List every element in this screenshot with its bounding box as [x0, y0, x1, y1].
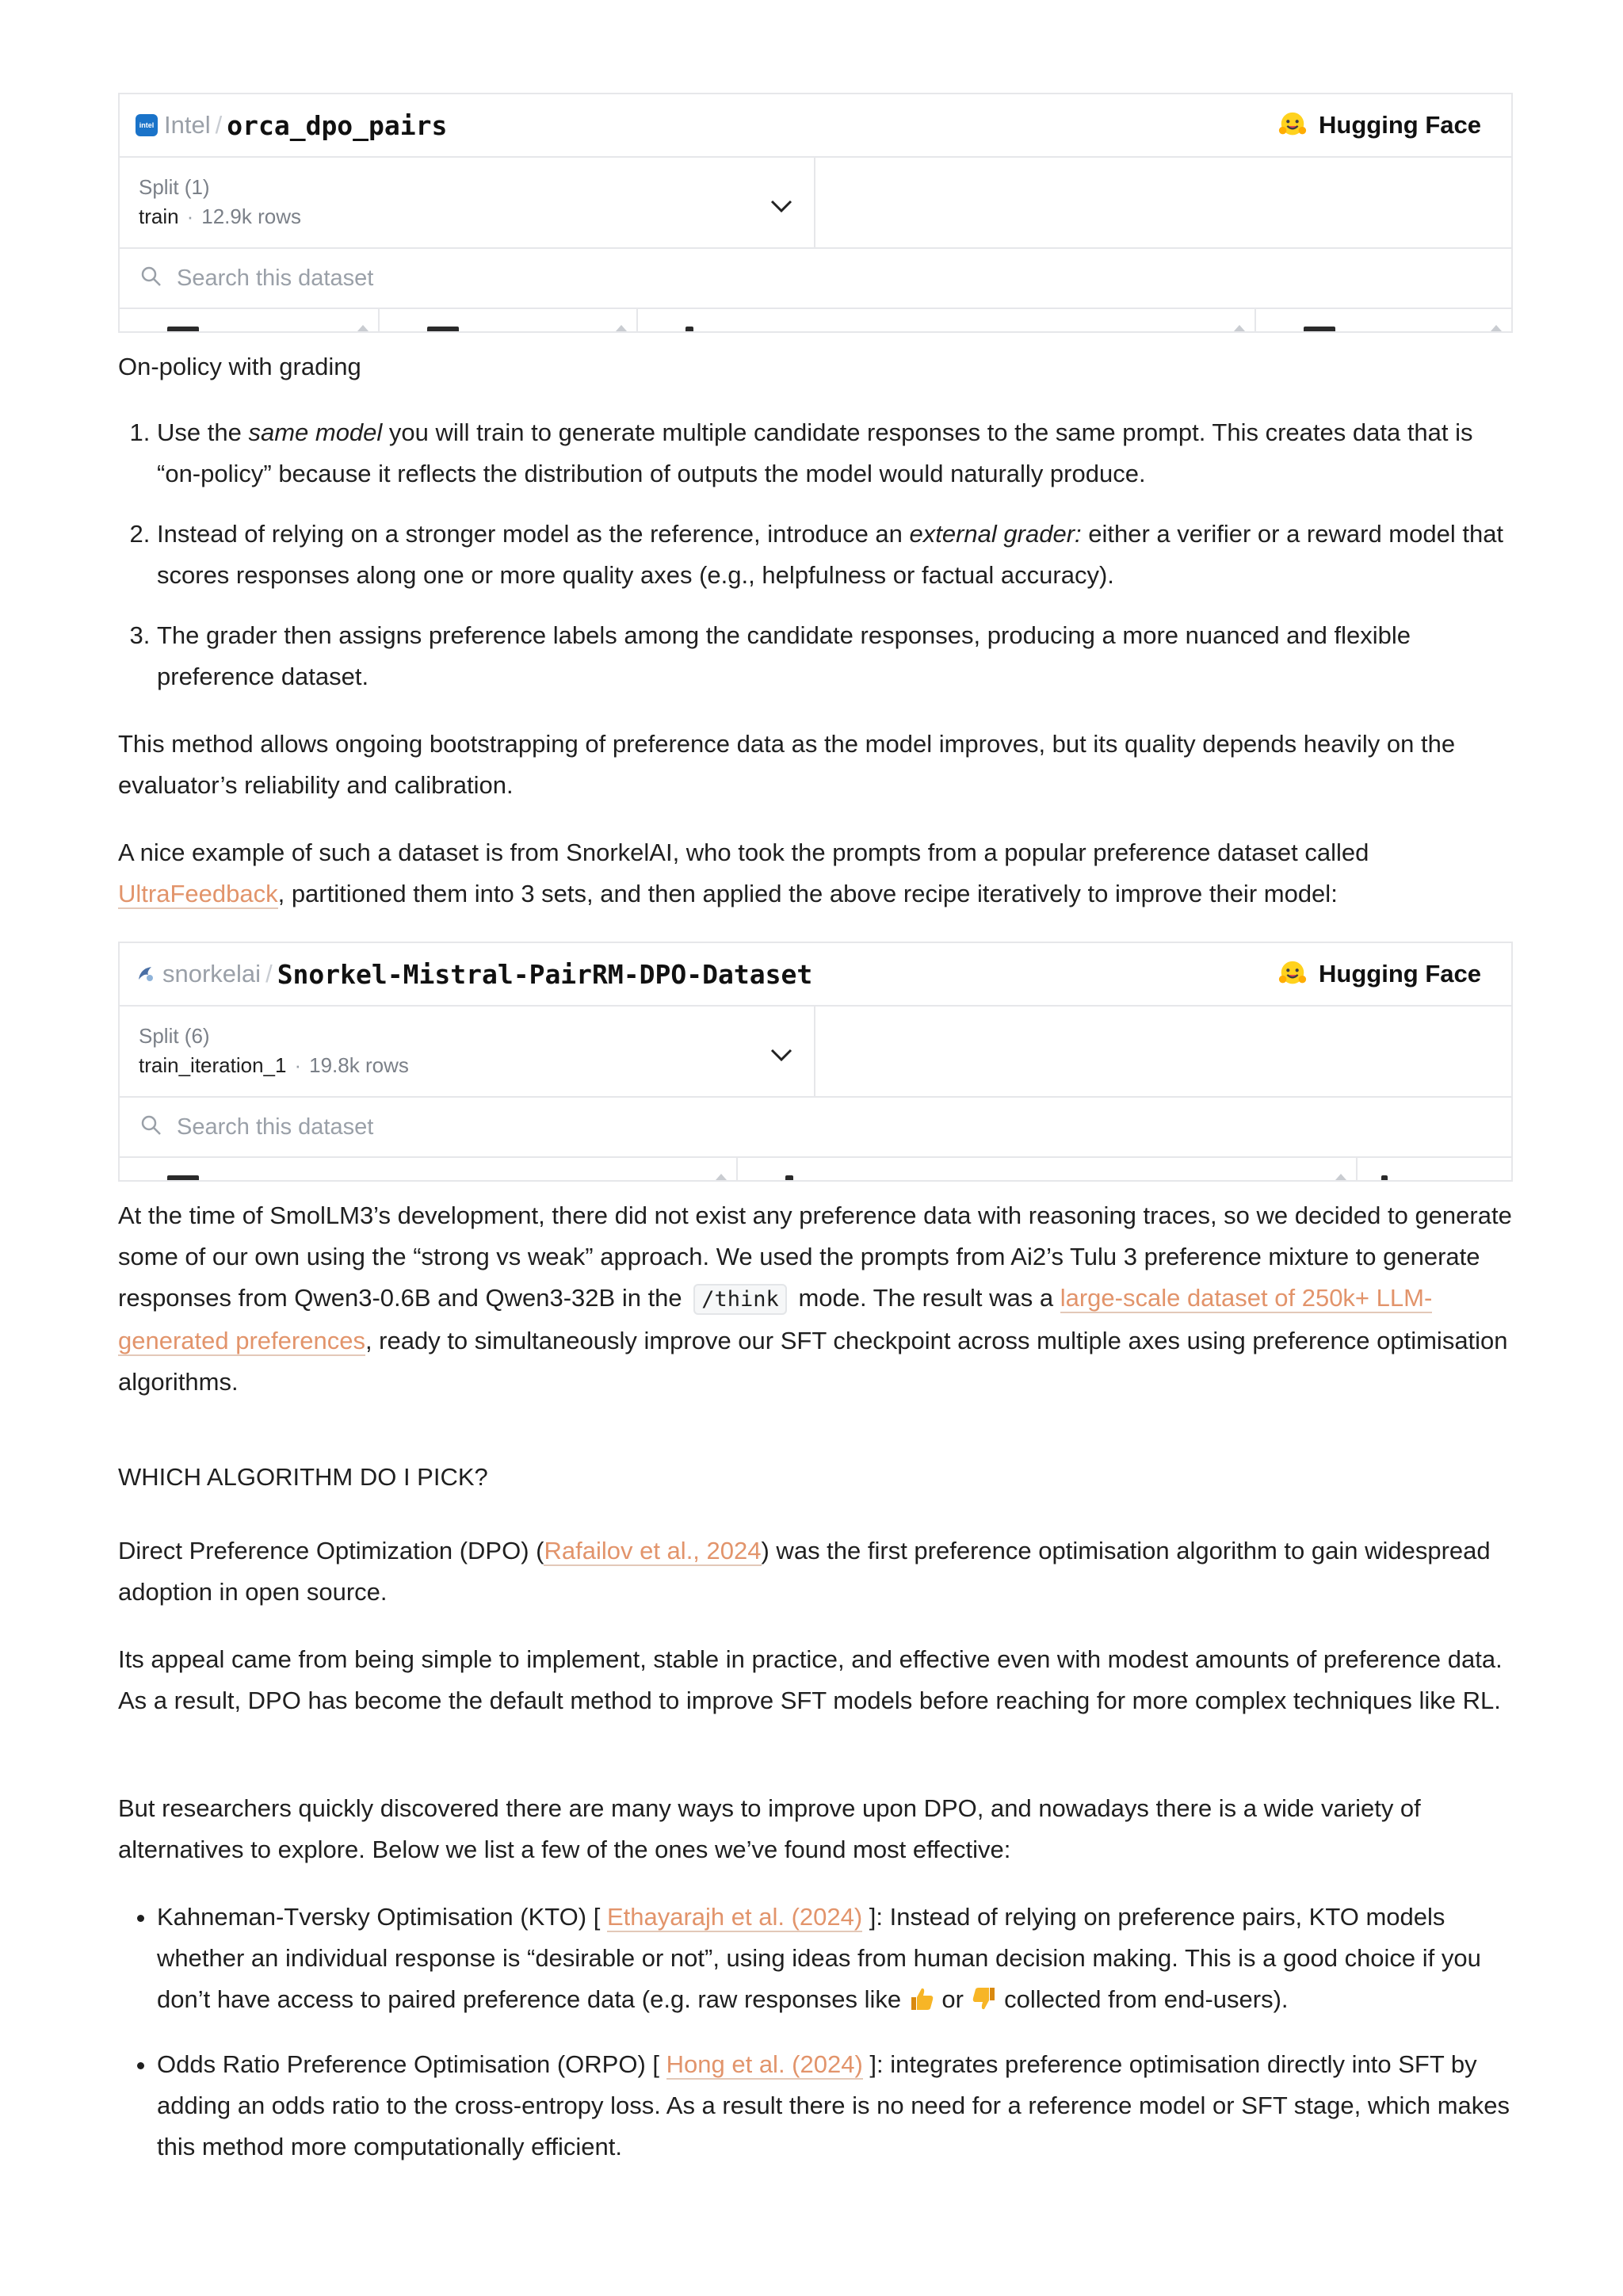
repo-name[interactable]: orca_dpo_pairs: [227, 109, 448, 141]
thumbs-down-icon: [971, 1984, 998, 2025]
brand-name: Hugging Face: [1319, 960, 1481, 988]
dot-separator: ·: [294, 1053, 302, 1077]
table-column-headers: [120, 309, 1511, 331]
rafailov-link[interactable]: Rafailov et al., 2024: [544, 1537, 762, 1564]
dataset-link[interactable]: large-scale dataset of 250k+ LLM-generated preferences: [118, 1284, 1433, 1354]
sort-icon[interactable]: [1335, 1174, 1346, 1180]
repo-name[interactable]: Snorkel-Mistral-PairRM-DPO-Dataset: [277, 958, 813, 990]
hugging-face-brand[interactable]: [1277, 959, 1481, 989]
hugging-face-brand[interactable]: [1277, 110, 1481, 140]
chevron-down-icon[interactable]: [769, 199, 793, 217]
brand-name: Hugging Face: [1319, 111, 1481, 139]
org-name[interactable]: snorkelai: [162, 960, 262, 988]
table-column-header[interactable]: [380, 309, 638, 331]
split-selector[interactable]: [120, 1007, 815, 1096]
table-column-header[interactable]: [120, 1158, 738, 1180]
viewer-org[interactable]: [136, 110, 447, 141]
viewer-header: [120, 94, 1511, 158]
org-name[interactable]: Intel: [164, 111, 211, 139]
viewer-header: [120, 943, 1511, 1007]
table-column-header[interactable]: [1358, 1158, 1511, 1180]
algorithm-list: [118, 1897, 1513, 2168]
split-name: train_iteration_1: [139, 1053, 287, 1077]
table-column-header[interactable]: [738, 1158, 1358, 1180]
split-value: [139, 1053, 795, 1078]
search-input[interactable]: [175, 1114, 654, 1141]
split-label: Split (6): [139, 1024, 210, 1048]
bullet-list: [118, 1897, 1513, 2168]
search-icon: [140, 266, 162, 292]
search-input[interactable]: [175, 265, 654, 292]
search-icon: [140, 1114, 162, 1140]
sort-icon[interactable]: [716, 1174, 727, 1180]
viewer-org[interactable]: [136, 959, 812, 990]
paragraph-bootstrap: This method allows ongoing bootstrapping of preference data as the model improves, but its quality depends heavily on the evaluator’s reliability and calibration.: [118, 730, 1456, 799]
table-column-headers: [120, 1158, 1511, 1180]
split-rows: 12.9k rows: [201, 204, 301, 228]
paragraph-appeal: Its appeal came from being simple to implement, stable in practice, and effective even with modest amounts of preference data. As a result, DPO has become the default method to improve SFT models before reaching for more complex techniques like RL.: [118, 1645, 1503, 1714]
split-name: train: [139, 204, 179, 228]
dataset-viewer-orca[interactable]: [118, 93, 1513, 333]
ultrafeedback-link[interactable]: UltraFeedback: [118, 880, 278, 907]
intel-logo-icon: intel: [136, 114, 158, 136]
list-item-kto: • Kahneman-Tversky Optimisation (KTO) [ Ethayarajh et al. (2024) ]: Instead of relying on preference pairs, KTO models whether an individual response is “desirable or not”, using ideas from human decision making. This is a good choice if you don’t have access to paired preference data (e.g. raw responses like or collected from end-users).: [157, 1897, 1513, 2025]
list-item: 3. The grader then assigns preference labels among the candidate responses, producing a more nuanced and flexible preference dataset.: [157, 615, 1513, 697]
search-bar: [120, 1098, 1511, 1158]
split-row: [120, 1007, 1511, 1098]
table-column-header[interactable]: [1256, 309, 1511, 331]
slash-separator: /: [265, 960, 273, 988]
slash-separator: /: [215, 111, 223, 139]
hugging-face-emoji-icon: [1277, 959, 1308, 989]
thumbs-up-icon: [908, 1984, 935, 2025]
search-bar: [120, 249, 1511, 309]
list-item: 2. Instead of relying on a stronger model as the reference, introduce an external grader: either a verifier or a reward model that scores responses along one or more quality axes (e.g., helpfulness or factual accuracy).: [157, 514, 1513, 596]
chevron-down-icon[interactable]: [769, 1048, 793, 1066]
hugging-face-emoji-icon: [1277, 110, 1308, 140]
on-policy-steps: [118, 412, 1513, 697]
think-code: /think: [693, 1284, 787, 1315]
table-column-header[interactable]: [638, 309, 1256, 331]
snorkel-logo-icon: [136, 964, 156, 984]
ethayarajh-link[interactable]: Ethayarajh et al. (2024): [606, 1903, 863, 1931]
section-heading: WHICH ALGORITHM DO I PICK?: [118, 1463, 488, 1491]
ordered-list: [118, 412, 1513, 697]
split-selector[interactable]: [120, 158, 815, 247]
paragraph-alternatives: But researchers quickly discovered there are many ways to improve upon DPO, and nowadays there is a wide variety of alternatives to explore. Below we list a few of the ones we’ve found most effective:: [118, 1794, 1421, 1863]
split-label: Split (1): [139, 175, 210, 199]
split-value: [139, 204, 795, 229]
sort-icon[interactable]: [1491, 325, 1502, 331]
hong-link[interactable]: Hong et al. (2024): [666, 2050, 863, 2078]
paragraph-snorkel: A nice example of such a dataset is from SnorkelAI, who took the prompts from a popular preference dataset called UltraFeedback, partitioned them into 3 sets, and then applied the above recipe iteratively to improve their model:: [118, 839, 1369, 907]
list-item: 1. Use the same model you will train to generate multiple candidate responses to the same prompt. This creates data that is “on-policy” because it reflects the distribution of outputs the model would naturally produce.: [157, 412, 1513, 495]
dataset-viewer-snorkel[interactable]: [118, 942, 1513, 1182]
split-row: [120, 158, 1511, 249]
paragraph-smollm: At the time of SmolLM3’s development, there did not exist any preference data with reasoning traces, so we decided to generate some of our own using the “strong vs weak” approach. We used the prompts from Ai2’s Tulu 3 preference mixture to generate responses from Qwen3-0.6B and Qwen3-32B in the /think mode. The result was a large-scale dataset of 250k+ LLM-generated preferences, ready to simultaneously improve our SFT checkpoint across multiple axes using preference optimisation algorithms.: [118, 1201, 1512, 1396]
dot-separator: ·: [186, 204, 194, 228]
split-rows: 19.8k rows: [309, 1053, 409, 1077]
caption-on-policy: On-policy with grading: [118, 353, 361, 380]
sort-icon[interactable]: [616, 325, 627, 331]
table-column-header[interactable]: [120, 309, 380, 331]
sort-icon[interactable]: [1234, 325, 1245, 331]
list-item-orpo: • Odds Ratio Preference Optimisation (ORPO) [ Hong et al. (2024) ]: integrates preference optimisation directly into SFT by adding an odds ratio to the cross-entropy loss. As a result there is no need for a reference model or SFT stage, which makes this method more computationally efficient.: [157, 2044, 1513, 2168]
sort-icon[interactable]: [357, 325, 369, 331]
paragraph-dpo: Direct Preference Optimization (DPO) (Rafailov et al., 2024) was the first preference optimisation algorithm to gain widespread adoption in open source.: [118, 1537, 1491, 1606]
